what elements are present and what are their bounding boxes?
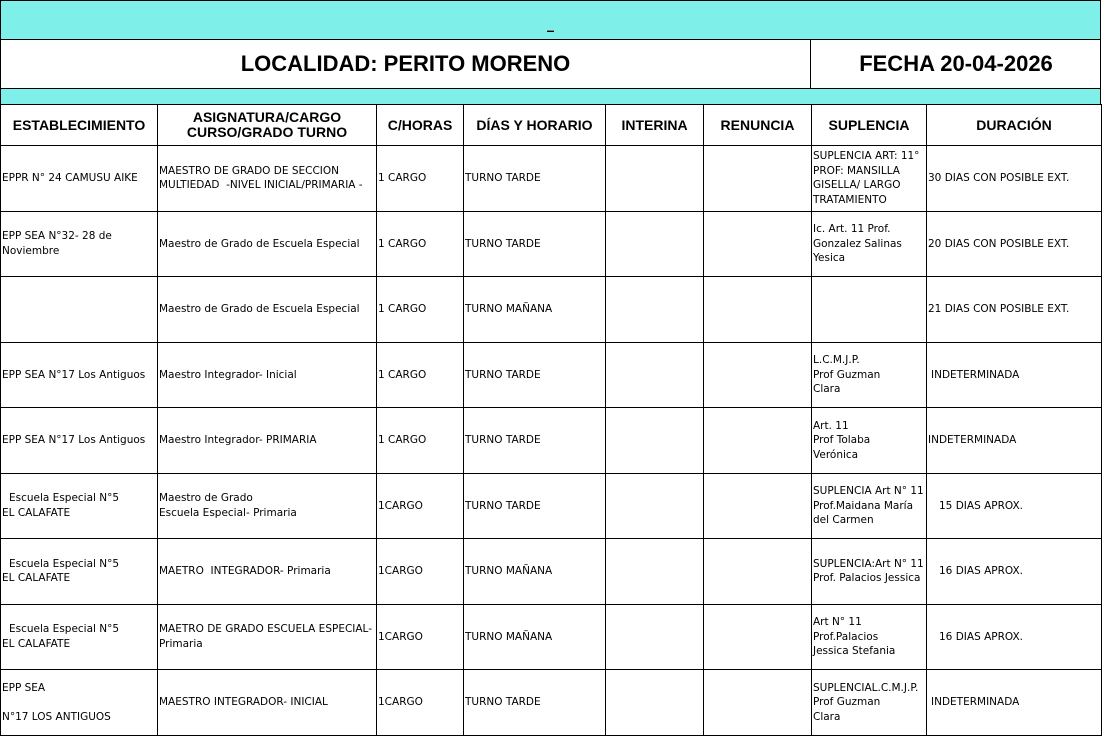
cell-renuncia xyxy=(704,146,812,212)
header-asignatura xyxy=(158,105,377,146)
suplencia-line: Gonzalez Salinas xyxy=(813,237,902,250)
establecimiento-line: Noviembre xyxy=(2,244,60,257)
cell-horas xyxy=(377,473,464,539)
cell-interina xyxy=(606,670,704,736)
suplencia-line: SUPLENCIA ART: 11° xyxy=(813,150,920,163)
top-color-band xyxy=(0,0,1101,40)
suplencia-line: Prof Guzman xyxy=(813,368,881,381)
cell-horas xyxy=(377,211,464,277)
table-row xyxy=(1,604,1102,670)
header-renuncia: RENUNCIA xyxy=(704,105,812,146)
suplencia-line: Art N° 11 xyxy=(813,616,862,628)
asignatura-line: Escuela Especial- Primaria xyxy=(159,506,297,519)
locality-title: LOCALIDAD: PERITO MORENO xyxy=(1,40,811,88)
cell-interina xyxy=(606,408,704,474)
suplencia-line: PROF: MANSILLA xyxy=(813,164,900,177)
cell-asignatura xyxy=(158,146,377,212)
establecimiento-line: EL CALAFATE xyxy=(2,572,71,585)
cell-establecimiento xyxy=(1,146,158,212)
cell-dias xyxy=(464,211,606,277)
cell-duracion xyxy=(927,277,1102,343)
suplencia-line: SUPLENCIA:Art N° 11 xyxy=(813,557,924,570)
header-suplencia: SUPLENCIA xyxy=(812,105,927,146)
establecimiento-line: EPP SEA xyxy=(2,681,46,694)
cell-dias xyxy=(464,539,606,605)
cell-renuncia xyxy=(704,211,812,277)
establecimiento-line: EPPR N° 24 CAMUSU AIKE xyxy=(2,172,138,184)
suplencia-line: Clara xyxy=(813,710,841,723)
table-row xyxy=(1,342,1102,408)
cell-asignatura xyxy=(158,539,377,605)
cell-suplencia xyxy=(812,408,927,474)
cell-renuncia xyxy=(704,342,812,408)
establecimiento-line: EPP SEA N°17 Los Antiguos xyxy=(2,434,146,446)
table-row xyxy=(1,408,1102,474)
suplencia-line: GISELLA/ LARGO xyxy=(813,179,901,192)
suplencia-line: Prof Tolaba xyxy=(813,434,871,446)
asignatura-line: MAETRO INTEGRADOR- Primaria xyxy=(159,565,331,577)
duracion-text: 21 DIAS CON POSIBLE EXT. xyxy=(928,303,1070,315)
horas-text: 1 CARGO xyxy=(378,303,427,315)
horas-text: 1 CARGO xyxy=(378,434,427,446)
horas-text: 1CARGO xyxy=(378,499,423,512)
establecimiento-line: EL CALAFATE xyxy=(2,637,71,650)
suplencia-line: Art. 11 xyxy=(813,419,849,432)
establecimiento-line: EPP SEA N°32- 28 de xyxy=(2,230,112,243)
cell-renuncia xyxy=(704,604,812,670)
asignatura-line: MAETRO DE GRADO ESCUELA ESPECIAL- xyxy=(159,623,373,636)
suplencia-line: Yesica xyxy=(813,252,846,264)
table-row xyxy=(1,211,1102,277)
duracion-text: 16 DIAS APROX. xyxy=(939,565,1023,577)
duracion-text: INDETERMINADA xyxy=(931,696,1020,708)
dias-text: TURNO MAÑANA xyxy=(465,630,553,643)
cell-duracion xyxy=(927,670,1102,736)
suplencia-line: del Carmen xyxy=(813,514,874,526)
duracion-text: INDETERMINADA xyxy=(928,434,1017,446)
horas-text: 1CARGO xyxy=(378,630,423,643)
cell-renuncia xyxy=(704,670,812,736)
cell-establecimiento xyxy=(1,539,158,605)
dias-text: TURNO MAÑANA xyxy=(465,565,553,577)
suplencia-line: Prof.Maidana María xyxy=(813,499,914,512)
dias-text: TURNO TARDE xyxy=(465,696,541,708)
suplencia-line: SUPLENCIA Art N° 11 xyxy=(813,485,924,497)
establecimiento-line: EPP SEA N°17 Los Antiguos xyxy=(2,368,146,381)
asignatura-line: Maestro Integrador- Inicial xyxy=(159,368,297,381)
suplencia-line: Clara xyxy=(813,383,841,395)
horas-text: 1 CARGO xyxy=(378,368,427,381)
cell-interina xyxy=(606,342,704,408)
asignatura-line: Primaria xyxy=(159,637,203,650)
cell-suplencia xyxy=(812,473,927,539)
cell-asignatura xyxy=(158,604,377,670)
cell-interina xyxy=(606,146,704,212)
cell-horas xyxy=(377,670,464,736)
suplencia-line: SUPLENCIAL.C.M.J.P. xyxy=(813,681,919,694)
suplencia-line: Jessica Stefania xyxy=(813,645,896,657)
cell-suplencia xyxy=(812,670,927,736)
header-dias: DÍAS Y HORARIO xyxy=(464,105,606,146)
top-band-mark: – xyxy=(546,22,555,38)
cell-establecimiento xyxy=(1,342,158,408)
cell-suplencia xyxy=(812,211,927,277)
suplencia-line: Prof Guzman xyxy=(813,696,881,708)
cell-dias xyxy=(464,342,606,408)
cell-duracion xyxy=(927,539,1102,605)
cell-asignatura xyxy=(158,277,377,343)
suplencia-line: Ic. Art. 11 Prof. xyxy=(813,223,891,235)
suplencia-line: Prof. Palacios Jessica xyxy=(813,572,921,585)
dias-text: TURNO TARDE xyxy=(465,499,541,512)
vacancies-table xyxy=(0,104,1102,736)
cell-suplencia xyxy=(812,604,927,670)
cell-suplencia xyxy=(812,146,927,212)
cell-interina xyxy=(606,473,704,539)
asignatura-line: Maestro de Grado de Escuela Especial xyxy=(159,237,360,250)
asignatura-line: Maestro Integrador- PRIMARIA xyxy=(159,434,317,446)
suplencia-line: Verónica xyxy=(813,448,859,461)
table-row xyxy=(1,473,1102,539)
establecimiento-line: Escuela Especial N°5 xyxy=(9,557,120,570)
cell-renuncia xyxy=(704,539,812,605)
cell-establecimiento xyxy=(1,211,158,277)
cell-horas xyxy=(377,146,464,212)
asignatura-line: MAESTRO INTEGRADOR- INICIAL xyxy=(159,696,328,708)
cell-asignatura xyxy=(158,408,377,474)
cell-suplencia xyxy=(812,342,927,408)
cell-duracion xyxy=(927,211,1102,277)
horas-text: 1 CARGO xyxy=(378,172,427,184)
asignatura-line: Maestro de Grado de Escuela Especial xyxy=(159,303,360,315)
horas-text: 1CARGO xyxy=(378,696,423,708)
cell-dias xyxy=(464,670,606,736)
table-row xyxy=(1,539,1102,605)
cell-asignatura xyxy=(158,473,377,539)
cell-establecimiento xyxy=(1,604,158,670)
header-row xyxy=(1,105,1102,146)
dias-text: TURNO TARDE xyxy=(465,237,541,250)
header-establecimiento: ESTABLECIMIENTO xyxy=(1,105,158,146)
cell-horas xyxy=(377,277,464,343)
cell-interina xyxy=(606,277,704,343)
cell-establecimiento xyxy=(1,473,158,539)
date-label: FECHA 20-04-2026 xyxy=(859,51,1053,76)
establecimiento-line: EL CALAFATE xyxy=(2,506,71,519)
cell-asignatura xyxy=(158,211,377,277)
header-interina: INTERINA xyxy=(606,105,704,146)
cell-duracion xyxy=(927,146,1102,212)
cell-suplencia xyxy=(812,277,927,343)
cell-establecimiento xyxy=(1,277,158,343)
cell-renuncia xyxy=(704,408,812,474)
cell-asignatura xyxy=(158,342,377,408)
cell-interina xyxy=(606,539,704,605)
dias-text: TURNO TARDE xyxy=(465,368,541,381)
cell-horas xyxy=(377,604,464,670)
cell-renuncia xyxy=(704,473,812,539)
cell-renuncia xyxy=(704,277,812,343)
duracion-text: 15 DIAS APROX. xyxy=(939,499,1023,512)
header-asignatura-line1: ASIGNATURA/CARGO xyxy=(192,109,342,125)
duracion-text: 30 DIAS CON POSIBLE EXT. xyxy=(928,172,1070,184)
cell-horas xyxy=(377,342,464,408)
dias-text: TURNO MAÑANA xyxy=(465,303,553,315)
cell-horas xyxy=(377,408,464,474)
duracion-text: 20 DIAS CON POSIBLE EXT. xyxy=(928,237,1070,250)
cell-establecimiento xyxy=(1,408,158,474)
cell-duracion xyxy=(927,408,1102,474)
establecimiento-line xyxy=(2,695,157,710)
suplencia-line: L.C.M.J.P. xyxy=(813,354,860,366)
cell-duracion xyxy=(927,342,1102,408)
table-row xyxy=(1,146,1102,212)
suplencia-line: Prof.Palacios xyxy=(813,630,879,643)
cell-establecimiento xyxy=(1,670,158,736)
header-horas: C/HORAS xyxy=(377,105,464,146)
title-row xyxy=(0,40,1101,89)
cell-dias xyxy=(464,277,606,343)
header-asignatura-line2: CURSO/GRADO TURNO xyxy=(186,124,348,140)
cell-dias xyxy=(464,146,606,212)
cell-asignatura xyxy=(158,670,377,736)
table-row xyxy=(1,670,1102,736)
cell-dias xyxy=(464,473,606,539)
horas-text: 1 CARGO xyxy=(378,237,427,250)
asignatura-line: MAESTRO DE GRADO DE SECCION xyxy=(159,164,340,177)
cell-dias xyxy=(464,408,606,474)
horas-text: 1CARGO xyxy=(378,565,423,577)
cell-duracion xyxy=(927,604,1102,670)
header-duracion: DURACIÓN xyxy=(927,105,1102,146)
dias-text: TURNO TARDE xyxy=(465,172,541,184)
separator-color-band xyxy=(0,89,1101,105)
establecimiento-line: Escuela Especial N°5 xyxy=(9,623,120,636)
dias-text: TURNO TARDE xyxy=(465,434,541,446)
cell-horas xyxy=(377,539,464,605)
asignatura-line: MULTIEDAD -NIVEL INICIAL/PRIMARIA - xyxy=(159,179,363,192)
establecimiento-line: Escuela Especial N°5 xyxy=(9,492,120,505)
suplencia-line: TRATAMIENTO xyxy=(813,193,887,206)
cell-dias xyxy=(464,604,606,670)
table-row xyxy=(1,277,1102,343)
cell-duracion xyxy=(927,473,1102,539)
duracion-text: INDETERMINADA xyxy=(931,368,1020,381)
establecimiento-line: N°17 LOS ANTIGUOS xyxy=(2,710,111,723)
duracion-text: 16 DIAS APROX. xyxy=(939,630,1023,643)
cell-interina xyxy=(606,211,704,277)
cell-interina xyxy=(606,604,704,670)
cell-suplencia xyxy=(812,539,927,605)
asignatura-line: Maestro de Grado xyxy=(159,492,253,505)
